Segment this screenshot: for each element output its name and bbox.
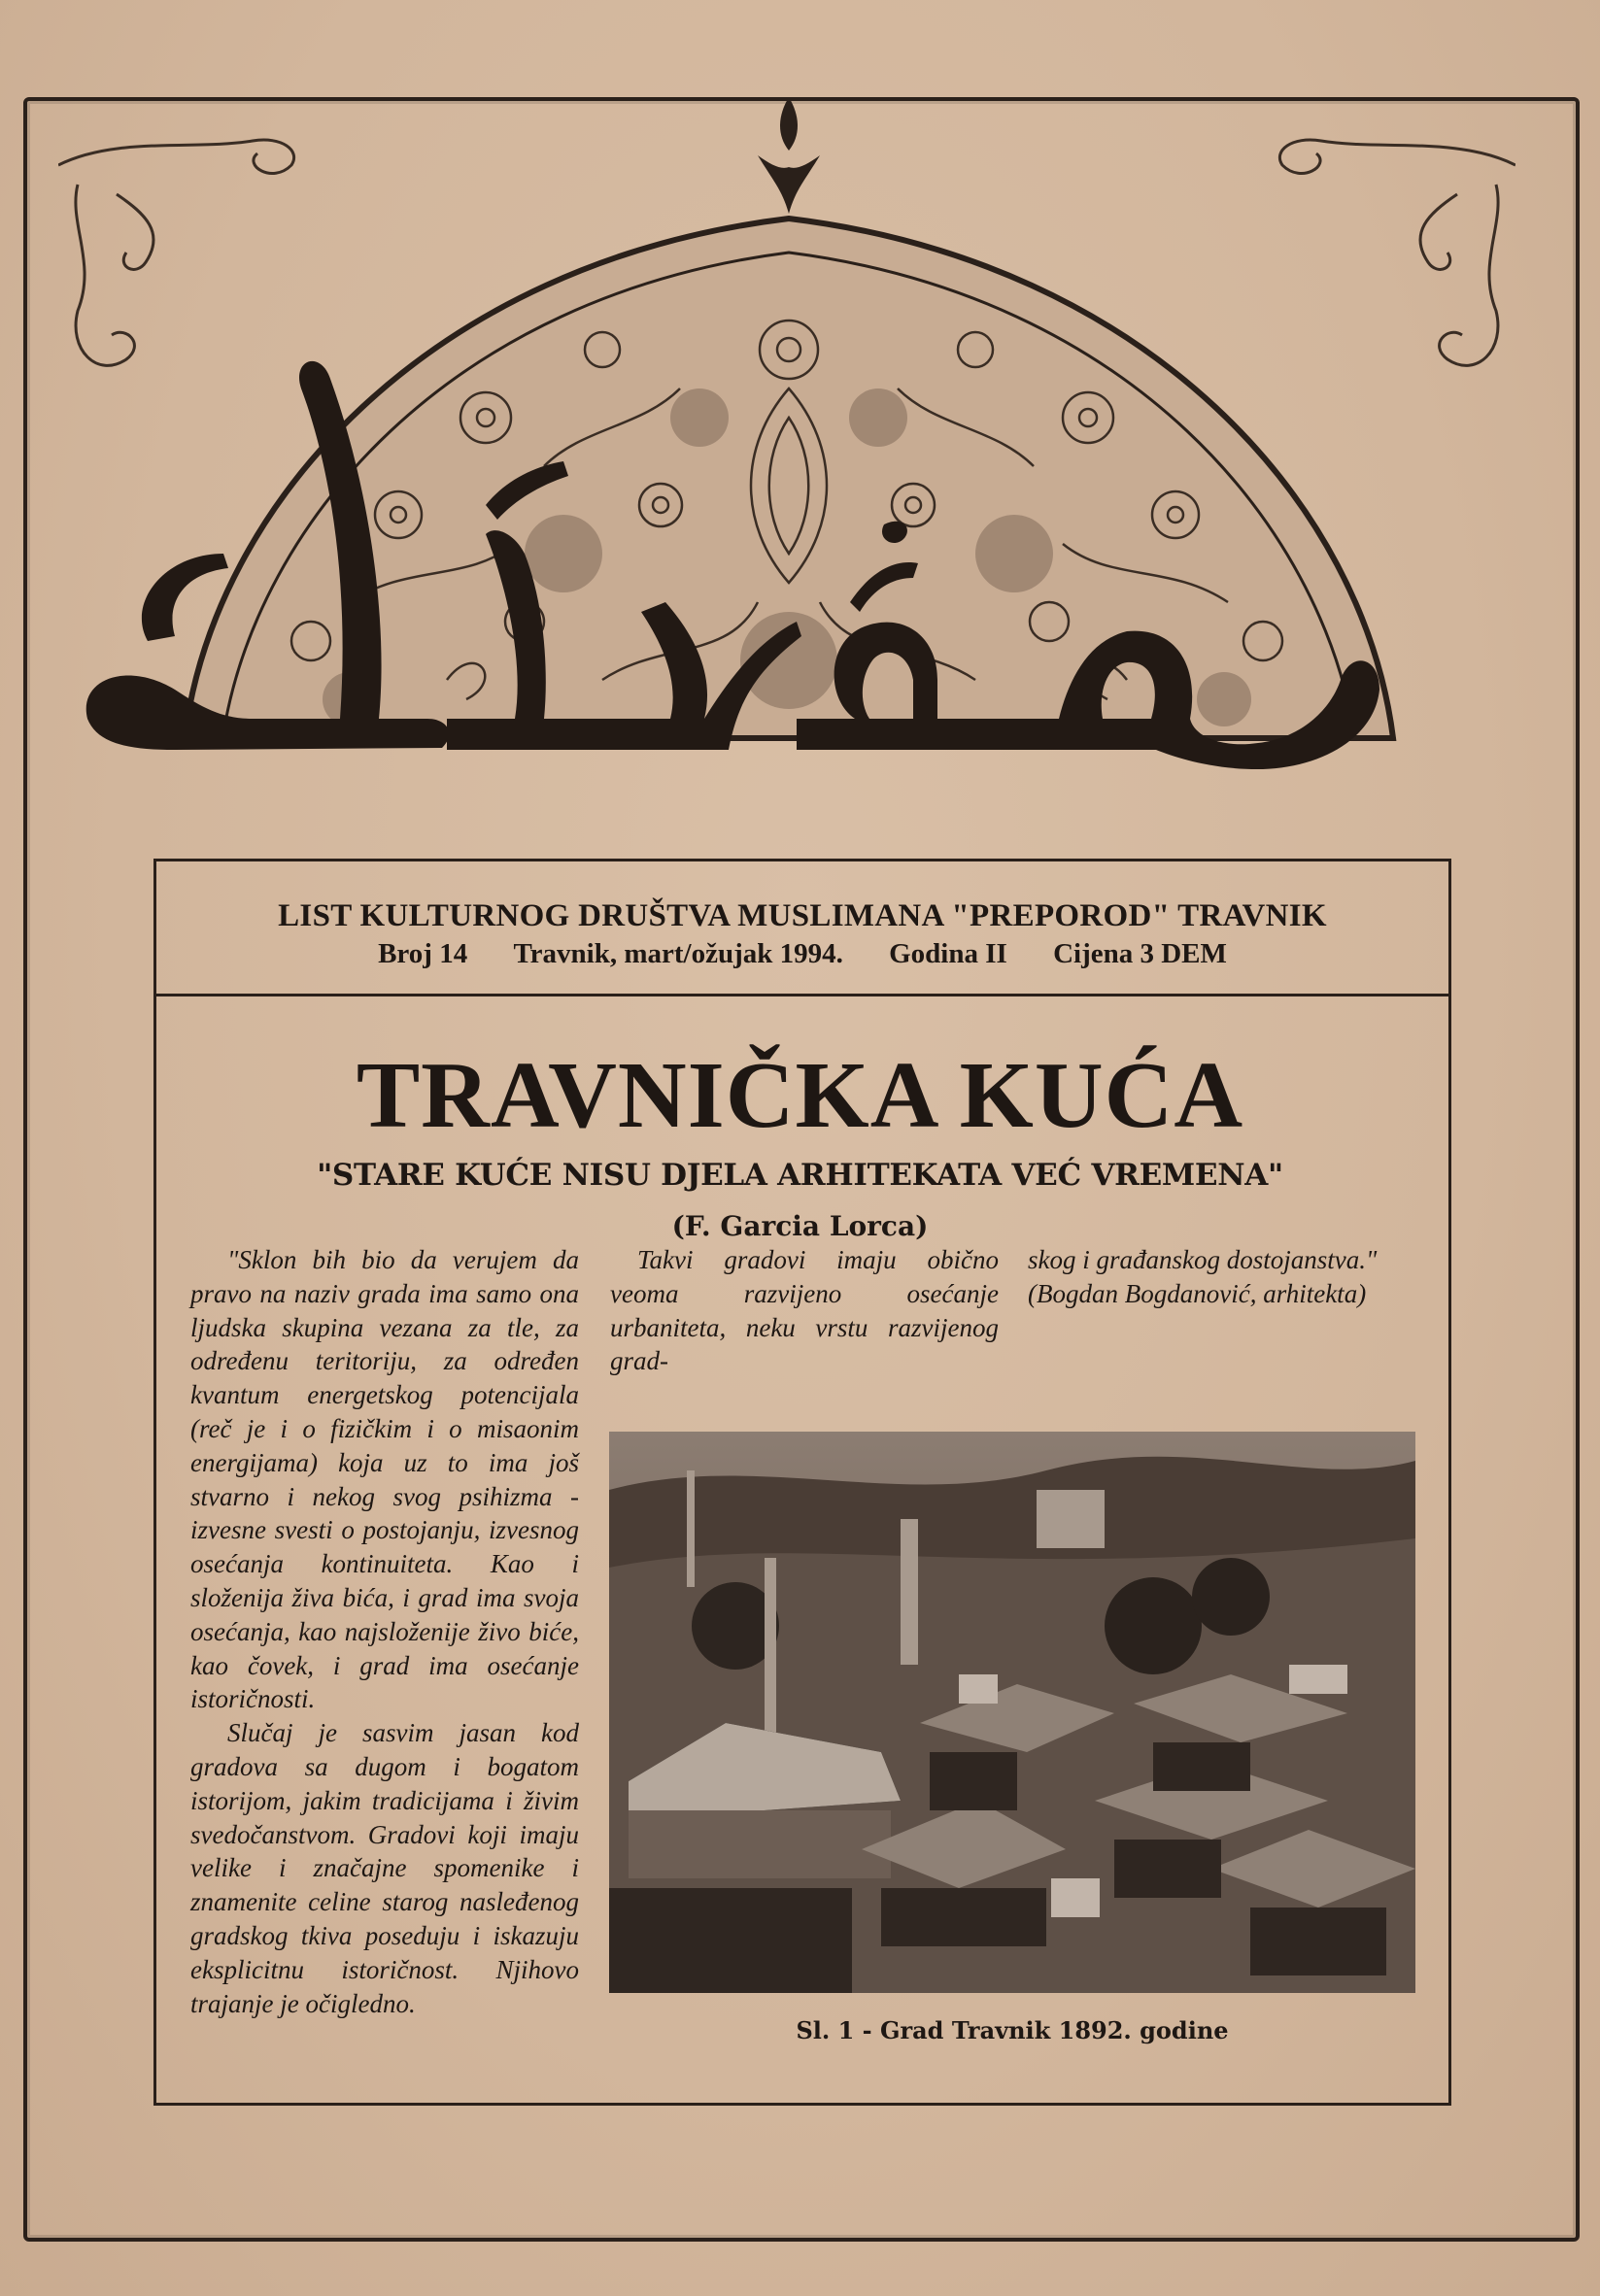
volume-year: Godina II bbox=[889, 938, 1007, 969]
issue-details bbox=[156, 938, 1448, 970]
photo-caption: Sl. 1 - Grad Travnik 1892. godine bbox=[796, 2016, 1229, 2044]
article-epigraph: "STARE KUĆE NISU DJELA ARHITEKATA VEĆ VREMENA" bbox=[317, 1158, 1283, 1193]
epigraph-author: (F. Garcia Lorca) bbox=[671, 1210, 929, 1242]
article-headline: TRAVNIČKA KUĆA bbox=[356, 1043, 1244, 1148]
divan-logo-ornament bbox=[58, 97, 1515, 855]
column-2-paragraph-1: Takvi gradovi imaju obično veoma razvijeno osećanje urbaniteta, neku vrstu razvijenog grad- bbox=[610, 1245, 999, 1376]
column-1-paragraph-2: Slučaj je sasvim jasan kod gradova sa dugom i bogatom istorijom, jakim tradicijama i živim svedočanstvom. Gradovi koji imaju velike i značajne spomenike i znamenite celine starog nasleđenog gradskog tkiva poseduju i iskazuju eksplicitnu istoričnost. Njihovo trajanje je očigledno. bbox=[190, 1718, 579, 2018]
publisher-line: LIST KULTURNOG DRUŠTVA MUSLIMANA "PREPOROD" TRAVNIK bbox=[278, 898, 1327, 933]
article-column-3 bbox=[1028, 1243, 1416, 1311]
price: Cijena 3 DEM bbox=[1053, 938, 1227, 969]
historic-photo-travnik bbox=[609, 1432, 1415, 1993]
publication-info-band bbox=[153, 859, 1451, 996]
column-1-paragraph-1: "Sklon bih bio da verujem da pravo na naziv grada ima samo ona ljudska skupina vezana za tle, za određenu teritoriju, za određen kvantum energetskog potencijala (reč je i o fizičkim i o misaonim energijama) koja uz to ima još stvarno i nekog svog psihizma - izvesne svesti o postojanju, izvesnog osećanja kontinuiteta. Kao i složenija živa bića, i grad ima svoja osećanja, kao najsloženije živo biće, kao čovek, i grad ima osećanje istoričnosti. bbox=[190, 1245, 579, 1714]
masthead-logo-text bbox=[58, 680, 1515, 681]
article-column-1 bbox=[190, 1243, 579, 2020]
column-3-paragraph-1: skog i građanskog dostojanstva." (Bogdan Bogdanović, arhitekta) bbox=[1028, 1245, 1378, 1308]
place-date: Travnik, mart/ožujak 1994. bbox=[513, 938, 843, 969]
article-column-2 bbox=[610, 1243, 999, 1378]
issue-number: Broj 14 bbox=[378, 938, 468, 969]
masthead bbox=[58, 97, 1515, 855]
